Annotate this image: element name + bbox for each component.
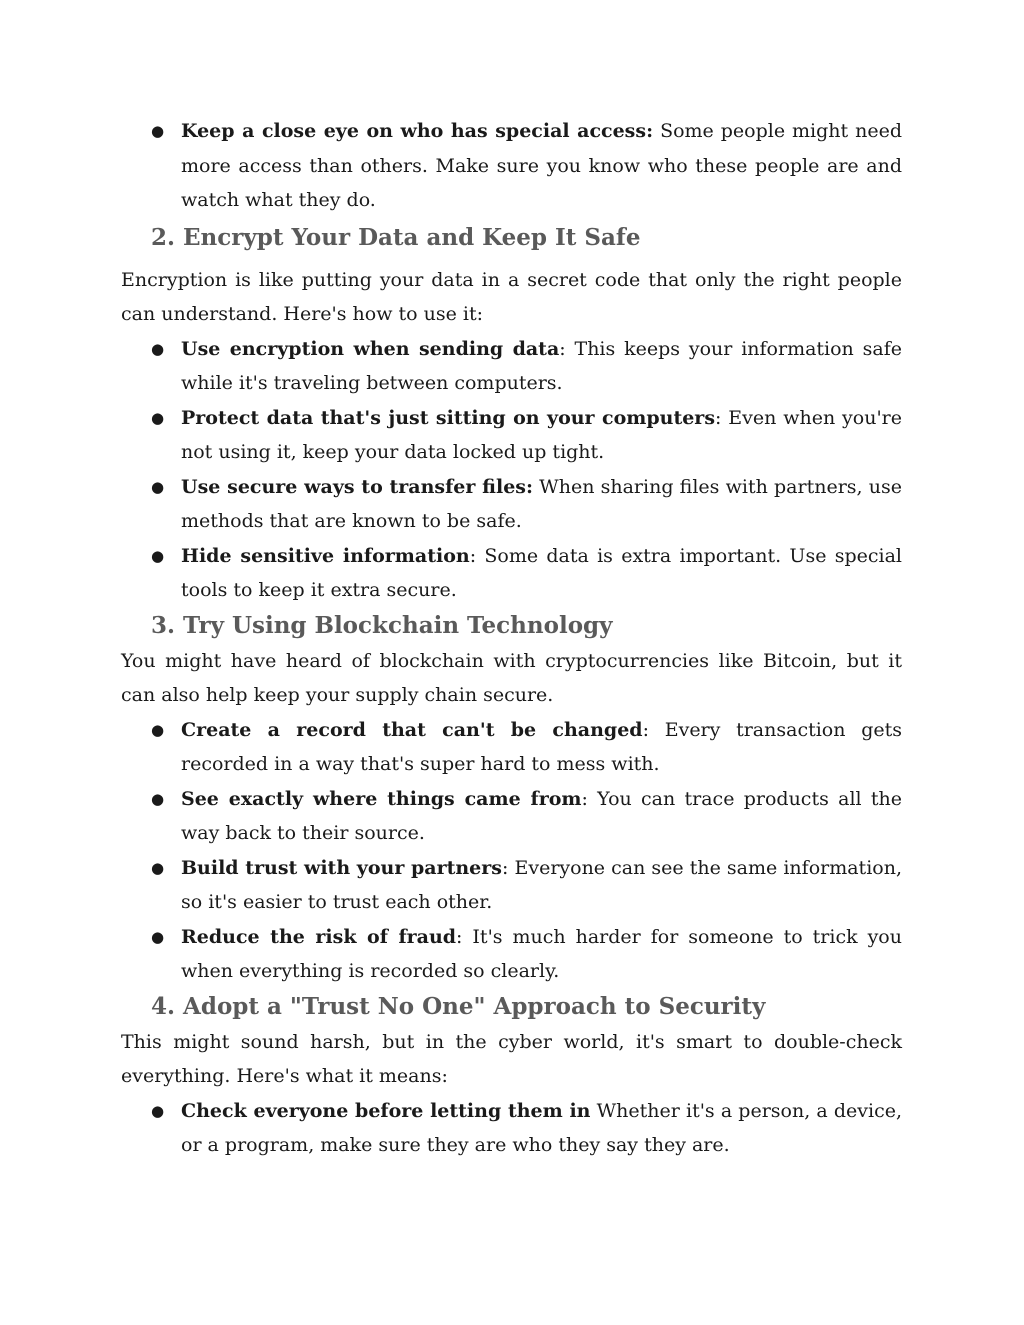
bullet-icon: ● bbox=[151, 546, 165, 565]
bullet-icon: ● bbox=[151, 339, 165, 358]
section-intro-blockchain: You might have heard of blockchain with cryptocurrencies like Bitcoin, but it can also help keep your supply chain secure. bbox=[121, 649, 902, 706]
bullet-icon: ● bbox=[151, 122, 165, 140]
list-item-text: : You can trace products all the way back to their source. bbox=[181, 787, 902, 844]
list-item bbox=[151, 539, 902, 608]
list-item-bold: Reduce the risk of fraud bbox=[181, 925, 457, 948]
list-item-bold: Check everyone before letting them in bbox=[181, 1099, 591, 1122]
bullet-icon: ● bbox=[151, 720, 165, 739]
trust-no-one-list bbox=[121, 1094, 902, 1163]
list-item bbox=[151, 332, 902, 401]
list-item-bold: Use encryption when sending data bbox=[181, 337, 560, 360]
list-item-text: : Everyone can see the same information, so it's easier to trust each other. bbox=[181, 856, 902, 913]
list-item bbox=[151, 470, 902, 539]
encrypt-list bbox=[121, 332, 902, 608]
list-item bbox=[151, 920, 902, 989]
list-item bbox=[151, 1094, 902, 1163]
document-page bbox=[121, 114, 902, 1163]
section-intro-trust-no-one: This might sound harsh, but in the cyber world, it's smart to double-check everything. Here's what it means: bbox=[121, 1030, 902, 1087]
list-item bbox=[151, 114, 903, 218]
list-item-text: When sharing files with partners, use methods that are known to be safe. bbox=[181, 475, 902, 532]
list-item-text: Whether it's a person, a device, or a program, make sure they are who they say they are. bbox=[181, 1099, 902, 1156]
bullet-icon: ● bbox=[151, 789, 165, 808]
list-item-text: : Every transaction gets recorded in a way that's super hard to mess with. bbox=[181, 718, 902, 775]
list-item-text: : It's much harder for someone to trick you when everything is recorded so clearly. bbox=[181, 925, 902, 982]
list-item-bold: Keep a close eye on who has special access: bbox=[181, 120, 654, 142]
list-item bbox=[151, 401, 902, 470]
bullet-icon: ● bbox=[151, 1101, 165, 1120]
bullet-icon: ● bbox=[151, 477, 165, 496]
list-item-text: : This keeps your information safe while it's traveling between computers. bbox=[181, 337, 902, 394]
list-item-text: : Even when you're not using it, keep your data locked up tight. bbox=[181, 406, 902, 463]
section-heading-encrypt: 2. Encrypt Your Data and Keep It Safe bbox=[151, 223, 641, 251]
list-item-bold: Build trust with your partners bbox=[181, 856, 502, 879]
intro-list bbox=[121, 114, 902, 218]
list-item-text: : Some data is extra important. Use special tools to keep it extra secure. bbox=[181, 544, 902, 601]
list-item-bold: Use secure ways to transfer files: bbox=[181, 475, 533, 498]
list-item bbox=[151, 782, 902, 851]
bullet-icon: ● bbox=[151, 408, 165, 427]
section-intro-encrypt: Encryption is like putting your data in a secret code that only the right people can understand. Here's how to use it: bbox=[121, 268, 902, 325]
list-item-text: Some people might need more access than others. Make sure you know who these people are and watch what they do. bbox=[181, 120, 903, 211]
list-item-bold: Create a record that can't be changed bbox=[181, 718, 643, 741]
list-item-bold: Hide sensitive information bbox=[181, 544, 470, 567]
list-item bbox=[151, 713, 902, 782]
list-item bbox=[151, 851, 902, 920]
list-item-bold: See exactly where things came from bbox=[181, 787, 582, 810]
bullet-icon: ● bbox=[151, 927, 165, 946]
section-heading-blockchain: 3. Try Using Blockchain Technology bbox=[151, 611, 613, 639]
blockchain-list bbox=[121, 713, 902, 989]
bullet-icon: ● bbox=[151, 858, 165, 877]
section-heading-trust-no-one: 4. Adopt a "Trust No One" Approach to Security bbox=[151, 992, 766, 1020]
list-item-bold: Protect data that's just sitting on your computers bbox=[181, 406, 716, 429]
